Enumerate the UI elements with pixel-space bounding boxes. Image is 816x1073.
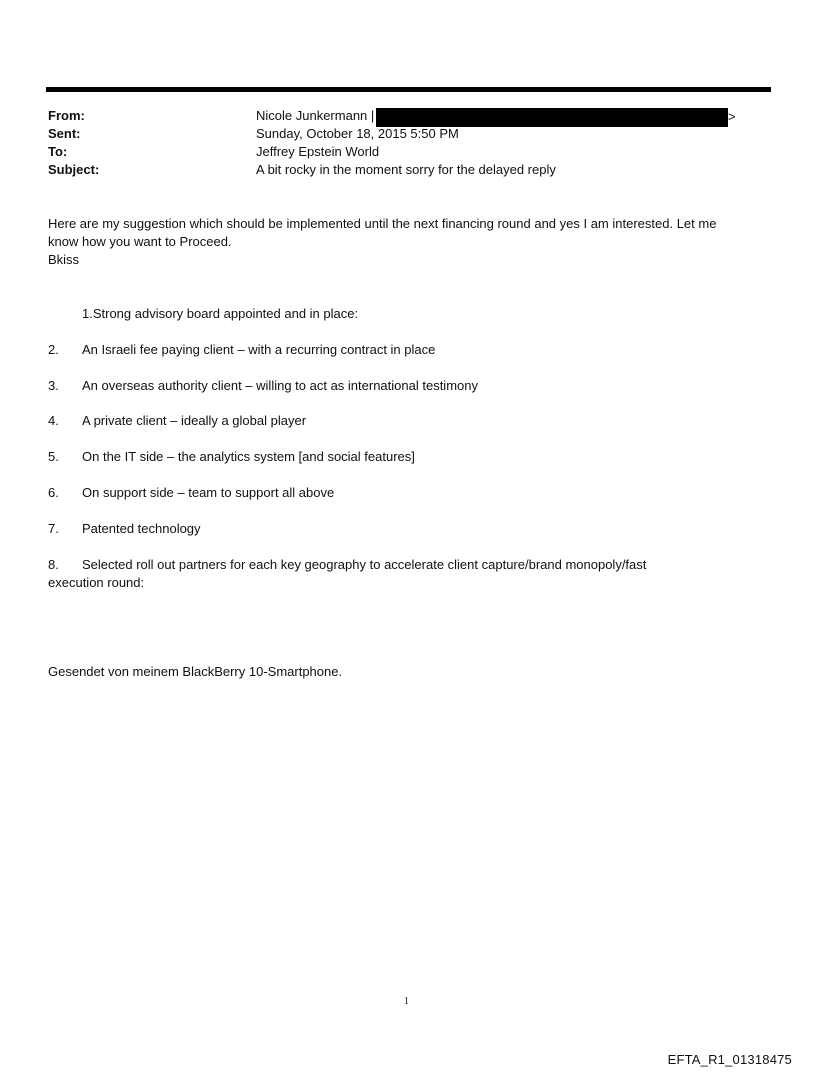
list-item [48, 341, 435, 359]
list-item-number: 6. [48, 485, 59, 500]
from-tail: > [728, 109, 736, 124]
sent-label: Sent: [48, 126, 81, 141]
list-item-text: A private client – ideally a global player [82, 413, 307, 428]
list-item-number: 8. [48, 557, 59, 572]
list-item [48, 484, 334, 502]
from-value: Nicole Junkermann | [256, 108, 375, 123]
body-line-1: Here are my suggestion which should be implemented until the next financing round and yes I am interested. Let me [48, 216, 717, 231]
list-item-8-continuation: execution round: [48, 575, 145, 590]
list-item [48, 448, 415, 466]
list-item-number: 3. [48, 378, 59, 393]
header-rule [46, 87, 771, 92]
list-item-text: An overseas authority client – willing to act as international testimony [82, 378, 478, 393]
document-id: EFTA_R1_01318475 [667, 1052, 792, 1067]
list-item-text: An Israeli fee paying client – with a recurring contract in place [82, 342, 436, 357]
list-item-number: 7. [48, 521, 59, 536]
list-item-number: 4. [48, 413, 59, 428]
page-number: 1 [404, 996, 409, 1007]
to-row [48, 143, 748, 161]
sent-row [48, 125, 748, 143]
list-item-number: 5. [48, 449, 59, 464]
subject-row [48, 161, 748, 179]
subject-value: A bit rocky in the moment sorry for the delayed reply [256, 162, 556, 177]
from-label: From: [48, 108, 85, 123]
subject-label: Subject: [48, 162, 100, 177]
list-item-text: On the IT side – the analytics system [and social features] [82, 449, 415, 464]
body-line-3: Bkiss [48, 252, 80, 267]
list-item [48, 520, 201, 538]
to-value: Jeffrey Epstein World [256, 144, 380, 159]
body-line-2: know how you want to Proceed. [48, 234, 232, 249]
list-item [48, 556, 646, 574]
list-item [48, 377, 478, 395]
to-label: To: [48, 144, 68, 159]
list-item-number: 2. [48, 342, 59, 357]
email-signature: Gesendet von meinem BlackBerry 10-Smartphone. [48, 664, 343, 679]
sent-value: Sunday, October 18, 2015 5:50 PM [256, 126, 459, 141]
list-item-1: 1.Strong advisory board appointed and in place: [82, 306, 359, 321]
list-item-text: Patented technology [82, 521, 201, 536]
list-item [48, 412, 306, 430]
list-item-text: Selected roll out partners for each key geography to accelerate client capture/brand monopoly/fast [82, 557, 647, 572]
list-item-text: On support side – team to support all above [82, 485, 335, 500]
